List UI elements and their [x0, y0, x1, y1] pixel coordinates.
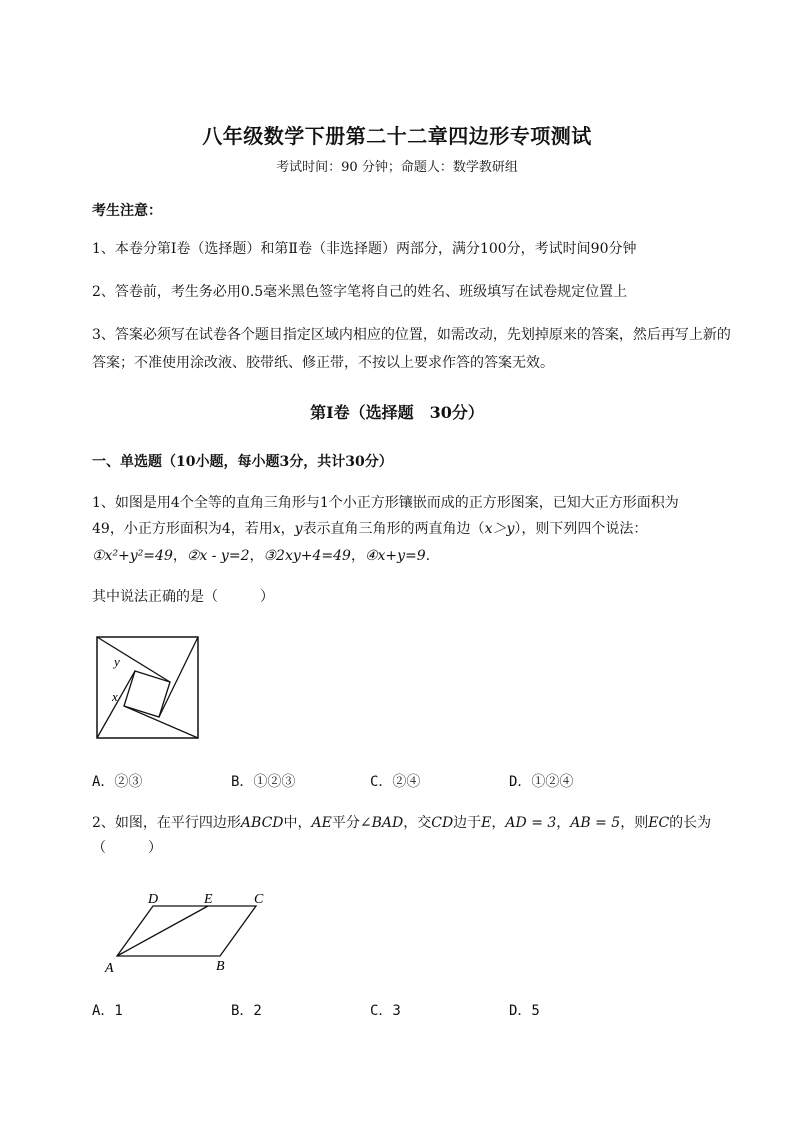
q2-text: ， [556, 815, 571, 831]
q1-var-x: x [272, 521, 281, 537]
q1-line2-d: ），则下列四个说法： [514, 521, 648, 537]
label-a: A [105, 961, 114, 976]
q1-line2-b: ， [280, 521, 295, 537]
q2-text: 2、如图，在平行四边形 [92, 815, 241, 831]
q2-line-1 [92, 812, 711, 832]
q1-statement-1: ①x²+y²=49 [92, 548, 173, 564]
q1-sep: ， [172, 548, 187, 564]
label-d: D [148, 892, 159, 907]
q1-statement-4: ④x+y=9 [364, 548, 426, 564]
q2-text: 平分 [331, 815, 360, 831]
q2-ec: EC [648, 815, 670, 831]
q2-paren: （ ） [92, 840, 162, 856]
notice-item-3: 3、答案必须写在试卷各个题目指定区域内相应的位置，如需改动，先划掉原来的答案，然后再写上新的答案；不准使用涂改液、胶带纸、修正带，不按以上要求作答的答案无效。 [92, 327, 731, 371]
triangle-edge [97, 671, 135, 738]
parallelogram [117, 906, 256, 956]
q2-option-d[interactable]: D．5 [509, 1003, 540, 1019]
triangle-edge [159, 637, 198, 717]
q2-text: 的长为 [669, 815, 712, 831]
label-b: B [216, 959, 225, 974]
notice-item-2: 2、答卷前，考生务必用0.5毫米黑色签字笔将自己的姓名、班级填写在试卷规定位置上 [92, 284, 628, 300]
q1-line2-c: 表示直角三角形的两直角边（ [302, 521, 485, 537]
q1-line-2 [92, 518, 647, 538]
q2-option-c[interactable]: C．3 [370, 1003, 401, 1019]
q2-option-b[interactable]: B．2 [231, 1003, 262, 1019]
q2-e: E [481, 815, 492, 831]
q2-text: ， [491, 815, 506, 831]
q2-ad-eq: AD = 3 [505, 815, 557, 831]
q2-ae: AE [311, 815, 332, 831]
q2-abcd: ABCD [240, 815, 284, 831]
q2-ab-eq: AB = 5 [570, 815, 621, 831]
q2-text: 边于 [453, 815, 482, 831]
q1-line-1: 1、如图是用4个全等的直角三角形与1个小正方形镶嵌而成的正方形图案，已知大正方形面积为 [92, 495, 679, 511]
q1-line2-a: 49，小正方形面积为4，若用 [92, 521, 273, 537]
q2-parallelogram-figure [100, 886, 280, 978]
q1-var-y: y [294, 521, 303, 537]
q2-text: ，交 [403, 815, 432, 831]
q2-angle-bad: ∠BAD [359, 815, 404, 831]
q1-statement-2: ②x - y=2 [186, 548, 250, 564]
q1-sep: ， [249, 548, 264, 564]
q1-square-figure [92, 632, 207, 742]
q2-cd: CD [431, 815, 454, 831]
q1-option-c[interactable]: C．②④ [370, 774, 421, 790]
label-x: x [112, 689, 118, 704]
notice-heading: 考生注意： [92, 203, 162, 219]
part-title: 一、单选题（10小题，每小题3分，共计30分） [92, 454, 393, 470]
label-c: C [254, 892, 264, 907]
q1-option-b[interactable]: B．①②③ [231, 774, 296, 790]
q1-end: . [425, 548, 431, 564]
exam-subtitle: 考试时间：90 分钟；命题人：数学教研组 [276, 160, 518, 175]
q1-option-a[interactable]: A．②③ [92, 774, 143, 790]
q1-sep: ， [350, 548, 365, 564]
q1-statements [92, 545, 430, 565]
section-title: 第I卷（选择题 30分） [310, 403, 484, 422]
outer-square [97, 637, 198, 738]
notice-item-1: 1、本卷分第I卷（选择题）和第Ⅱ卷（非选择题）两部分，满分100分，考试时间90分钟 [92, 241, 637, 257]
q2-option-a[interactable]: A．1 [92, 1003, 123, 1019]
q2-text: 中， [283, 815, 312, 831]
label-e: E [204, 892, 213, 907]
segment-ae [117, 906, 208, 956]
q1-option-d[interactable]: D．①②④ [509, 774, 574, 790]
exam-title: 八年级数学下册第二十二章四边形专项测试 [202, 124, 592, 148]
q2-text: ，则 [620, 815, 649, 831]
label-y: y [114, 654, 120, 669]
q1-prompt: 其中说法正确的是（ ） [92, 589, 274, 605]
q1-statement-3: ③2xy+4=49 [263, 548, 351, 564]
q1-condition: x＞y [484, 521, 515, 537]
